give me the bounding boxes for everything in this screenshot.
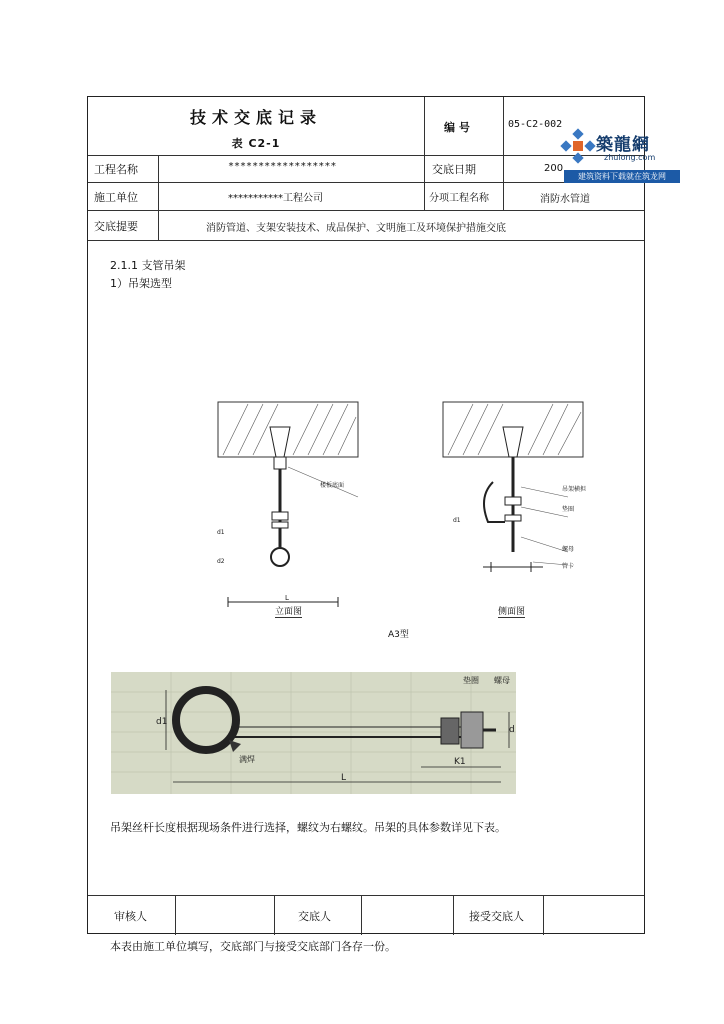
eye-bolt-illustration: [111, 672, 516, 794]
project-name-value: ******************: [228, 161, 337, 172]
col-divider: [424, 155, 425, 210]
reviewer-label: 审核人: [114, 910, 147, 923]
col-divider: [503, 97, 504, 155]
front-view-caption: 立面图: [275, 604, 302, 618]
bracket-label: 吊架横担: [562, 486, 587, 493]
photo-nut-label: 螺母: [494, 676, 510, 685]
col-divider: [453, 895, 454, 935]
col-divider: [158, 155, 159, 240]
presenter-label: 交底人: [298, 910, 331, 923]
side-dim-d1: d1: [453, 517, 461, 524]
section-heading: 2.1.1 支管吊架: [110, 259, 186, 272]
date-label: 交底日期: [432, 163, 476, 176]
front-dim-l: L: [285, 594, 289, 602]
col-divider: [274, 895, 275, 935]
washer-label: 垫圈: [562, 506, 575, 513]
photo-weld-label: 满焊: [239, 755, 255, 764]
zhulong-logo: [560, 128, 680, 186]
form-subtitle: 表 C2-1: [231, 137, 281, 150]
photo-dim-d1: d1: [156, 717, 168, 727]
logo-sub-text: zhulong.com: [604, 153, 656, 162]
logo-banner-text: 建筑资料下载就在筑龙网: [564, 170, 680, 183]
footer-note: 本表由施工单位填写，交底部门与接受交底部门各存一份。: [110, 940, 396, 953]
date-value: 200: [544, 163, 564, 174]
photo-dim-k1: K1: [454, 757, 466, 767]
nut-label: 螺母: [562, 546, 575, 553]
logo-main-text: 築龍網: [596, 135, 650, 155]
technical-disclosure-form: [87, 96, 645, 934]
sub-heading: 1）吊架选型: [110, 277, 172, 290]
side-view-drawing: [433, 387, 593, 612]
front-dim-d1: d1: [217, 529, 225, 536]
contractor-label: 施工单位: [94, 191, 138, 204]
summary-value: 消防管道、支架安装技术、成品保护、文明施工及环境保护措施交底: [206, 223, 506, 234]
row-divider: [88, 895, 644, 896]
row-divider: [88, 210, 644, 211]
project-name-label: 工程名称: [94, 163, 138, 176]
col-divider: [424, 97, 425, 155]
col-divider: [503, 155, 504, 210]
beam-label: 楼板底面: [320, 482, 345, 489]
col-divider: [361, 895, 362, 935]
col-divider: [543, 895, 544, 935]
subproject-label: 分项工程名称: [429, 193, 489, 204]
logo-mark-icon: [560, 128, 596, 164]
contractor-value: ***********工程公司: [228, 193, 323, 204]
receiver-label: 接受交底人: [469, 910, 524, 923]
summary-label: 交底提要: [94, 220, 138, 233]
col-divider: [175, 895, 176, 935]
number-value: 05-C2-002: [508, 119, 563, 130]
front-view-drawing: [208, 387, 368, 612]
eye-bolt-photo: [111, 672, 516, 794]
photo-dim-l: L: [341, 773, 347, 783]
photo-dim-d: d: [509, 725, 515, 735]
row-divider: [88, 240, 644, 241]
subproject-value: 消防水管道: [540, 194, 590, 205]
description-text: 吊架丝杆长度根据现场条件进行选择，螺纹为右螺纹。吊架的具体参数详见下表。: [110, 821, 506, 834]
photo-washer-label: 垫圈: [463, 676, 479, 685]
front-dim-d2: d2: [217, 558, 225, 565]
rod-label: 管卡: [562, 563, 575, 570]
form-title: 技术交底记录: [189, 108, 322, 127]
number-label: 编 号: [444, 121, 470, 134]
figure-label: A3型: [388, 630, 409, 640]
side-view-caption: 侧面图: [498, 604, 525, 618]
